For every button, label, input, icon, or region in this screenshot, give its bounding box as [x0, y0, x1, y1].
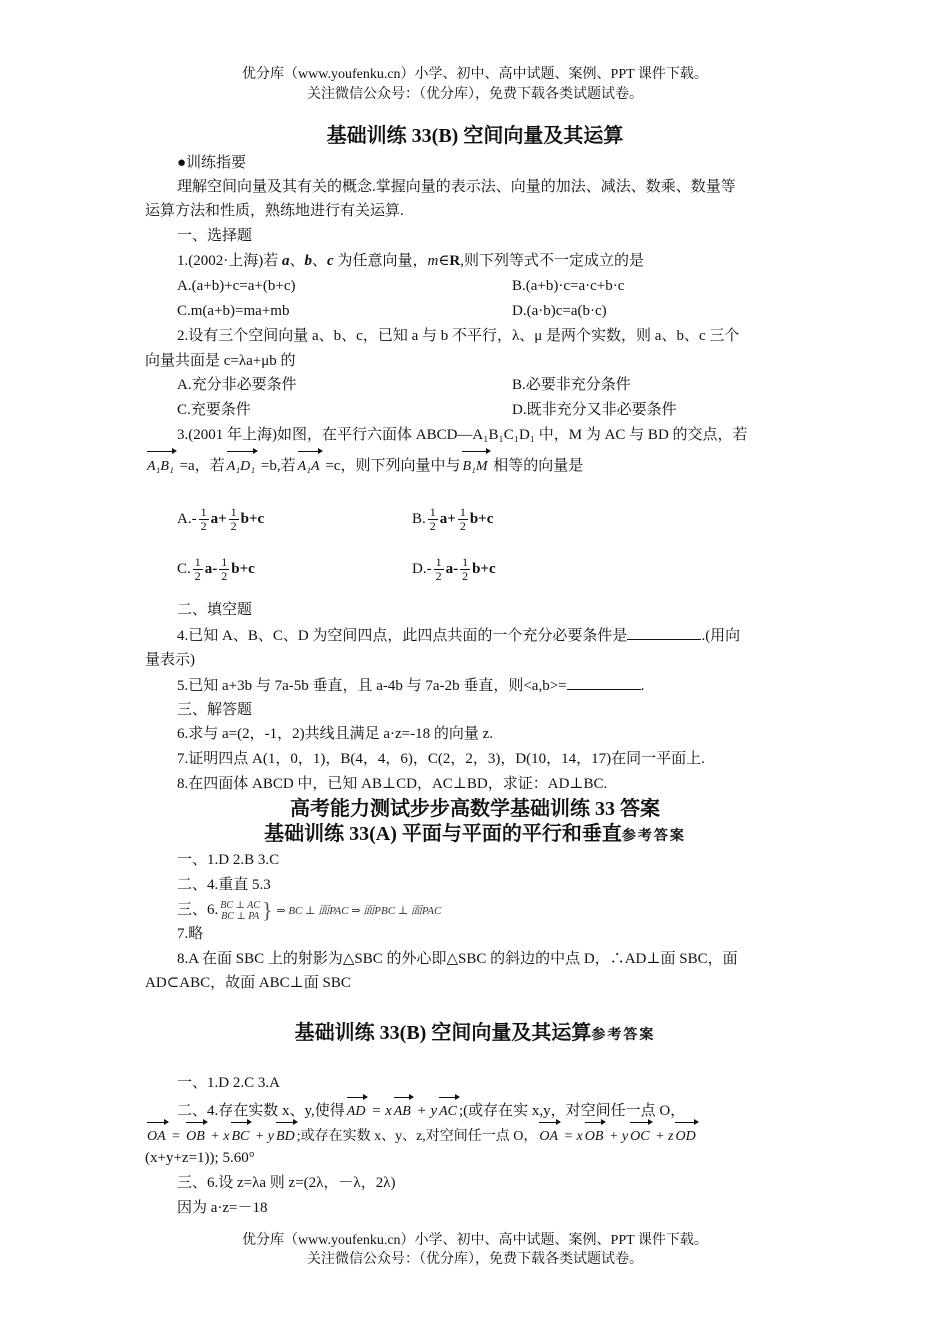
- question-3-line-1: 3.(2001 年上海)如图，在平行六面体 ABCD—A₁B₁C₁D₁ 中，M 为 AC 与 BD 的交点，若: [177, 427, 748, 443]
- answers-title: 高考能力测试步步高数学基础训练 33 答案: [290, 798, 660, 820]
- answer-b-line-2: 二、4.存在实数 x、y,使得 AD = x AB + y AC ;(或存在实 x,y，对空间任一点 O，: [177, 1096, 840, 1124]
- vector-b1m: B₁M: [462, 450, 487, 480]
- vector-a1b1: A₁B₁: [147, 450, 174, 480]
- question-4-line-1: 4.已知 A、B、C、D 为空间四点，此四点共面的一个充分必要条件是 .(用向: [177, 625, 840, 646]
- question-3-option-a: A.- $\frac{1}{2}$ a+ $\frac{1}{2}$ b+c: [177, 505, 265, 534]
- section-choice: 一、选择题: [177, 228, 253, 244]
- question-3-option-b: B. $\frac{1}{2}$ a+ $\frac{1}{2}$ b+c: [412, 505, 494, 534]
- answer-b-line-1: 一、1.D 2.C 3.A: [177, 1075, 280, 1091]
- answer-b-line-3: OA = OB + x BC + y BD ;或存在实数 x、y、z,对空间任一点 O， OA = x OB + y OC + z OD: [145, 1121, 808, 1149]
- question-3-option-d: D.- $\frac{1}{2}$ a- $\frac{1}{2}$ b+c: [412, 555, 496, 584]
- question-2-option-d: D.既非充分又非必要条件: [512, 402, 677, 418]
- vector-a1a: A₁A: [298, 450, 320, 480]
- question-2-line-1: 2.设有三个空间向量 a、b、c，已知 a 与 b 不平行，λ、μ 是两个实数，则 a、b、c 三个: [177, 328, 740, 344]
- answer-b-line-4: (x+y+z=1)); 5.60°: [145, 1150, 255, 1166]
- guide-label: ●训练指要: [177, 155, 247, 171]
- header-line-2: 关注微信公众号：（优分库），免费下载各类试题试卷。: [307, 87, 643, 102]
- main-title: 基础训练 33(B) 空间向量及其运算: [326, 125, 624, 147]
- answer-a-line-5: 8.A 在面 SBC 上的射影为△SBC 的外心即△SBC 的斜边的中点 D，∴AD⊥面 SBC，面: [177, 951, 738, 967]
- question-1-option-d: D.(a·b)c=a(b·c): [512, 303, 607, 319]
- answer-a-line-4: 7.略: [177, 926, 204, 942]
- question-4-line-2: 量表示): [145, 652, 195, 668]
- header-line-1: 优分库（www.youfenku.cn）小学、初中、高中试题、案例、PPT 课件下载。: [242, 67, 708, 82]
- vector-a1d1: A₁D₁: [227, 450, 255, 480]
- question-7: 7.证明四点 A(1，0，1)，B(4，4，6)，C(2，2，3)，D(10，14，17)在同一平面上.: [177, 751, 705, 767]
- question-2-option-c: C.充要条件: [177, 402, 251, 418]
- question-3-line-2: A₁B₁ =a，若 A₁D₁ =b,若 A₁A =c，则下列向量中与 B₁M 相等的向量是: [145, 450, 808, 480]
- footer-line-1: 优分库（www.youfenku.cn）小学、初中、高中试题、案例、PPT 课件下载。: [242, 1233, 708, 1248]
- question-1-option-b: B.(a+b)·c=a·c+b·c: [512, 278, 625, 294]
- section-fill: 二、填空题: [177, 602, 253, 618]
- answer-a-line-2: 二、4.重直 5.3: [177, 877, 271, 893]
- question-2-option-b: B.必要非充分条件: [512, 377, 631, 393]
- question-2-option-a: A.充分非必要条件: [177, 377, 297, 393]
- question-3-option-c: C. $\frac{1}{2}$ a- $\frac{1}{2}$ b+c: [177, 555, 255, 584]
- answer-a-line-3: 三、6. BC ⊥ AC BC ⊥ PA } ⇒ BC ⊥ 面PAC ⇒ 面PBC ⊥ 面PAC: [177, 897, 442, 923]
- question-5: 5.已知 a+3b 与 7a-5b 垂直，且 a-4b 与 7a-2b 垂直，则<a,b>= .: [177, 675, 840, 696]
- question-6: 6.求与 a=(2，-1，2)共线且满足 a·z=-18 的向量 z.: [177, 726, 494, 742]
- guide-text-1: 理解空间向量及其有关的概念.掌握向量的表示法、向量的加法、减法、数乘、数量等: [177, 179, 736, 195]
- question-1-option-a: A.(a+b)+c=a+(b+c): [177, 278, 296, 294]
- question-1-option-c: C.m(a+b)=ma+mb: [177, 303, 290, 319]
- question-1-stem: 1.(2002·上海)若 a、b、c 为任意向量，m∈R,则下列等式不一定成立的是: [177, 253, 645, 269]
- answer-b-title: 基础训练 33(B) 空间向量及其运算参考答案: [294, 1022, 656, 1044]
- answer-a-line-1: 一、1.D 2.B 3.C: [177, 852, 280, 868]
- question-8: 8.在四面体 ABCD 中，已知 AB⊥CD，AC⊥BD，求证：AD⊥BC.: [177, 776, 608, 792]
- answer-a-line-6: AD⊂ABC，故面 ABC⊥面 SBC: [145, 975, 351, 991]
- answer-a-title: 基础训练 33(A) 平面与平面的平行和垂直参考答案: [264, 823, 686, 845]
- section-answer: 三、解答题: [177, 702, 253, 718]
- answer-b-line-5: 三、6.设 z=λa 则 z=(2λ，－λ，2λ): [177, 1175, 396, 1191]
- guide-text-2: 运算方法和性质，熟练地进行有关运算.: [145, 203, 404, 219]
- question-2-line-2: 向量共面是 c=λa+μb 的: [145, 353, 296, 369]
- footer-line-2: 关注微信公众号：（优分库），免费下载各类试题试卷。: [307, 1252, 643, 1267]
- answer-b-line-6: 因为 a·z=－18: [177, 1200, 268, 1216]
